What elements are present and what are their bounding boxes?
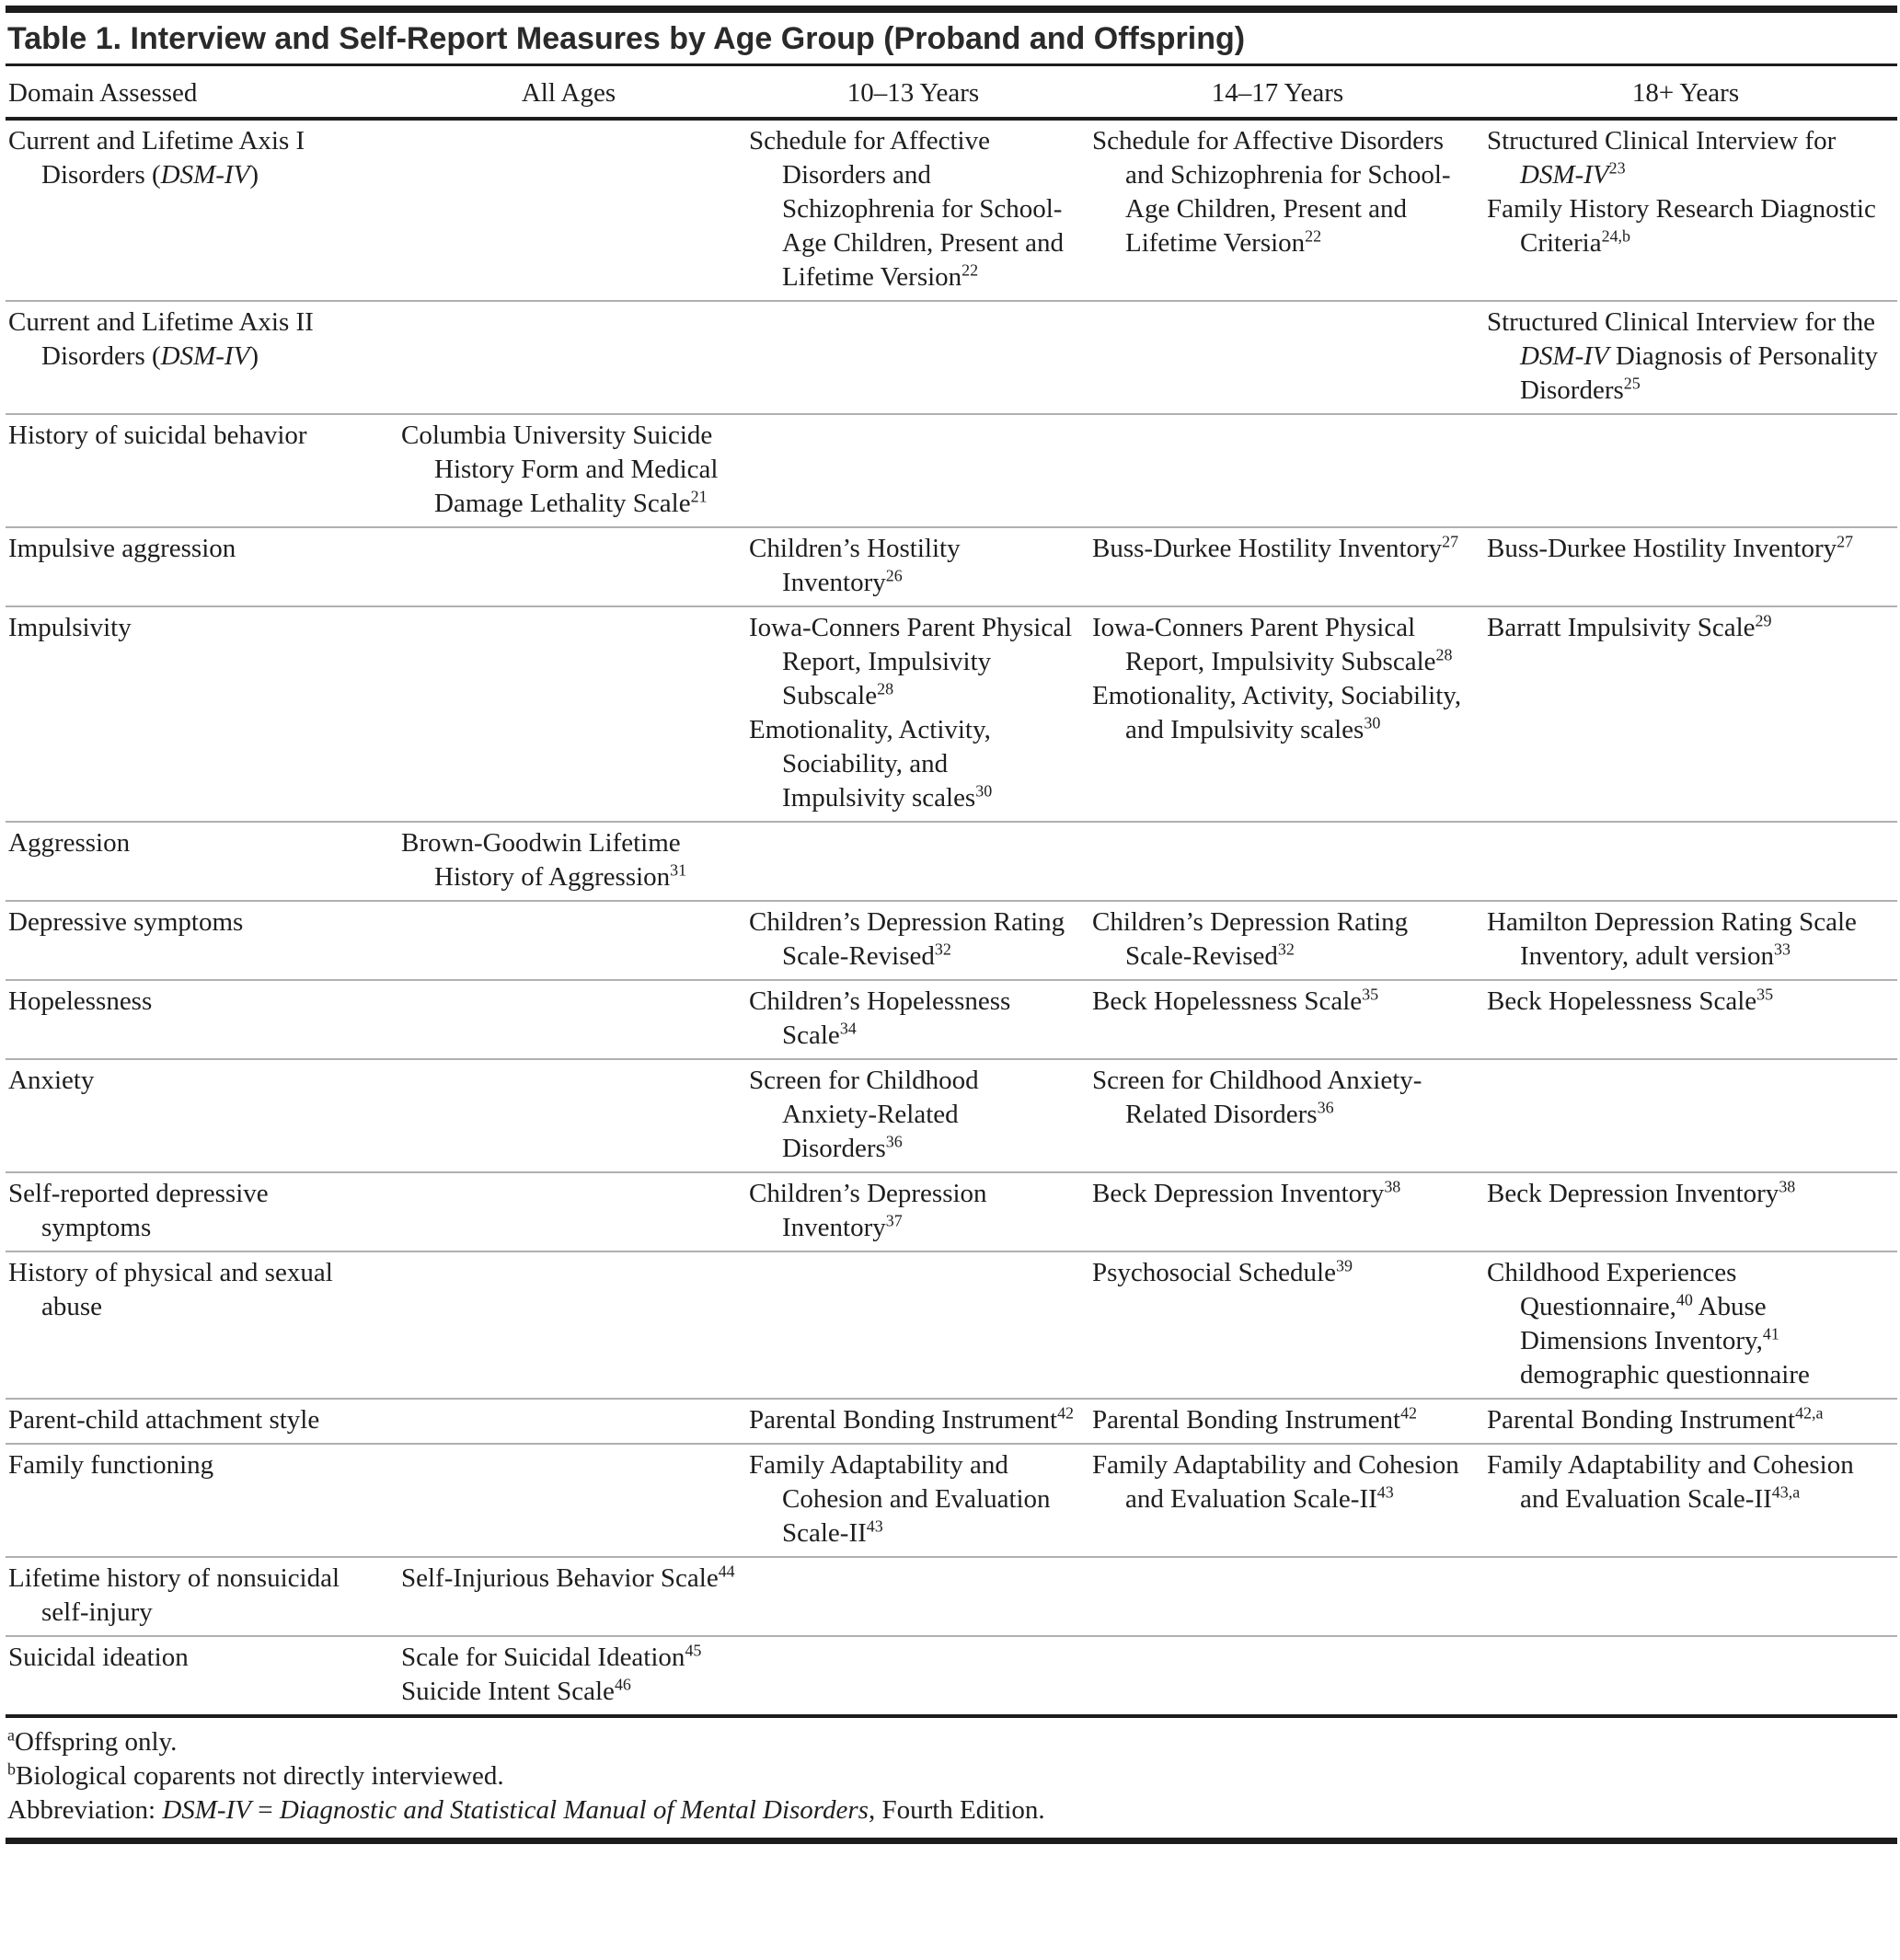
domain-cell (6, 1448, 401, 1551)
measure-entry: Emotionality, Activity, Sociability, and Impulsivity scales$^{30}$ (749, 715, 993, 813)
measure-entry: Childhood Experiences Questionnaire,$^{40}$ Abuse Dimensions Inventory,$^{41}$ demographic questionnaire (1487, 1258, 1810, 1389)
table-row (6, 1400, 1897, 1445)
measure-entry: Schedule for Affective Disorders and Schizophrenia for School-Age Children, Present and Lifetime Version$^{22}$ (1092, 126, 1451, 258)
domain-label: Suicidal ideation (8, 1643, 189, 1672)
table-row (6, 981, 1897, 1060)
domain-cell (6, 419, 401, 521)
measure-cell-age_18_plus (1487, 532, 1892, 600)
domain-label: Anxiety (8, 1066, 95, 1095)
measure-cell-age_18_plus (1487, 985, 1892, 1053)
table-row (6, 1445, 1897, 1558)
measure-cell-all_ages (401, 985, 749, 1053)
measure-cell-age_10_13 (749, 611, 1092, 815)
measure-entry: Schedule for Affective Disorders and Schizophrenia for School-Age Children, Present and Lifetime Version$^{22}$ (749, 126, 1065, 292)
measure-cell-age_10_13 (749, 1403, 1092, 1437)
column-header-10-13: 10–13 Years (846, 78, 980, 108)
measure-cell-all_ages (401, 1177, 749, 1245)
measure-cell-age_14_17 (1092, 1403, 1487, 1437)
measure-cell-all_ages (401, 905, 749, 974)
measure-cell-age_18_plus (1487, 124, 1892, 294)
measure-entry: Structured Clinical Interview for the DSM-IV Diagnosis of Personality Disorders$^{25}$ (1487, 307, 1879, 405)
measure-entry: Structured Clinical Interview for DSM-IV$^{23}$ (1487, 126, 1837, 190)
measure-cell-age_10_13 (749, 124, 1092, 294)
footnotes (6, 1718, 1897, 1836)
measure-entry: Parental Bonding Instrument$^{42}$ (749, 1403, 1075, 1435)
measure-entry: Emotionality, Activity, Sociability, and Impulsivity scales$^{30}$ (1092, 681, 1462, 744)
domain-label: Current and Lifetime Axis I Disorders (DSM-IV) (8, 126, 305, 190)
measure-entry: Iowa-Conners Parent Physical Report, Impulsivity Subscale$^{28}$ (749, 613, 1073, 710)
column-header-domain: Domain Assessed (8, 78, 198, 108)
measure-cell-age_14_17 (1092, 1064, 1487, 1166)
measure-cell-age_10_13 (749, 1256, 1092, 1392)
measure-cell-all_ages (401, 124, 749, 294)
domain-label: Family functioning (8, 1450, 214, 1480)
footnote: $^b$Biological coparents not directly interviewed. (7, 1759, 504, 1791)
domain-label: Self-reported depressive symptoms (8, 1179, 269, 1242)
measure-cell-age_18_plus (1487, 1256, 1892, 1392)
table-row (6, 823, 1897, 902)
measure-cell-age_14_17 (1092, 1177, 1487, 1245)
table-row (6, 415, 1897, 528)
domain-label: Lifetime history of nonsuicidal self-injury (8, 1563, 340, 1627)
measure-cell-all_ages (401, 306, 749, 408)
measure-entry: Children’s Depression Rating Scale-Revised$^{32}$ (749, 907, 1065, 971)
measure-cell-all_ages (401, 1448, 749, 1551)
footnote: Abbreviation: DSM-IV = Diagnostic and Statistical Manual of Mental Disorders, Fourth Edition. (7, 1795, 1045, 1825)
top-rule (6, 6, 1897, 13)
measure-entry: Brown-Goodwin Lifetime History of Aggression$^{31}$ (401, 828, 687, 892)
measure-cell-age_18_plus (1487, 1177, 1892, 1245)
measure-entry: Parental Bonding Instrument$^{42}$ (1092, 1403, 1418, 1435)
measure-entry: Parental Bonding Instrument$^{42,a}$ (1487, 1403, 1824, 1435)
domain-cell (6, 826, 401, 894)
measure-cell-all_ages (401, 1562, 749, 1630)
measure-cell-age_10_13 (749, 306, 1092, 408)
table-row (6, 121, 1897, 302)
measure-cell-age_18_plus (1487, 611, 1892, 815)
measure-entry: Beck Depression Inventory$^{38}$ (1487, 1177, 1796, 1208)
measure-cell-age_14_17 (1092, 532, 1487, 600)
domain-cell (6, 1403, 401, 1437)
domain-cell (6, 611, 401, 815)
measure-entry: Beck Hopelessness Scale$^{35}$ (1487, 985, 1774, 1016)
measure-entry: Barratt Impulsivity Scale$^{29}$ (1487, 611, 1772, 642)
measure-entry: Beck Depression Inventory$^{38}$ (1092, 1177, 1401, 1208)
measure-cell-age_18_plus (1487, 905, 1892, 974)
measure-entry: Children’s Depression Inventory$^{37}$ (749, 1179, 987, 1242)
measure-entry: Self-Injurious Behavior Scale$^{44}$ (401, 1562, 735, 1593)
domain-cell (6, 1562, 401, 1630)
measure-cell-age_18_plus (1487, 826, 1892, 894)
measure-cell-age_14_17 (1092, 1448, 1487, 1551)
measure-entry: Hamilton Depression Rating Scale Inventory, adult version$^{33}$ (1487, 907, 1857, 971)
measure-cell-age_18_plus (1487, 1562, 1892, 1630)
measure-cell-all_ages (401, 1641, 749, 1709)
table-body (6, 121, 1897, 1718)
domain-cell (6, 985, 401, 1053)
measure-cell-age_10_13 (749, 1064, 1092, 1166)
measure-cell-age_10_13 (749, 1641, 1092, 1709)
measure-entry: Psychosocial Schedule$^{39}$ (1092, 1256, 1353, 1287)
table-row (6, 1060, 1897, 1173)
footnote: $^a$Offspring only. (7, 1725, 178, 1757)
measure-cell-age_10_13 (749, 905, 1092, 974)
table-row (6, 1252, 1897, 1400)
table-row (6, 1558, 1897, 1637)
measure-cell-age_10_13 (749, 985, 1092, 1053)
domain-label: Current and Lifetime Axis II Disorders (DSM-IV) (8, 307, 314, 371)
domain-cell (6, 1256, 401, 1392)
measure-entry: Columbia University Suicide History Form and Medical Damage Lethality Scale$^{21}$ (401, 421, 719, 518)
table-row (6, 302, 1897, 415)
measure-entry: Scale for Suicidal Ideation$^{45}$ (401, 1641, 702, 1672)
domain-cell (6, 1177, 401, 1245)
domain-label: Aggression (8, 828, 131, 858)
measure-entry: Iowa-Conners Parent Physical Report, Impulsivity Subscale$^{28}$ (1092, 613, 1453, 676)
domain-label: Parent-child attachment style (8, 1405, 320, 1435)
measure-cell-age_14_17 (1092, 124, 1487, 294)
measure-cell-age_18_plus (1487, 1064, 1892, 1166)
measure-cell-all_ages (401, 1256, 749, 1392)
table-title: Table 1. Interview and Self-Report Measures by Age Group (Proband and Offspring) (6, 13, 1897, 66)
measure-cell-age_10_13 (749, 826, 1092, 894)
measure-cell-all_ages (401, 419, 749, 521)
measure-entry: Children’s Depression Rating Scale-Revised$^{32}$ (1092, 907, 1409, 971)
measure-cell-age_14_17 (1092, 611, 1487, 815)
domain-label: Impulsive aggression (8, 534, 236, 563)
measure-cell-age_18_plus (1487, 1448, 1892, 1551)
measure-entry: Family Adaptability and Cohesion and Evaluation Scale-II$^{43}$ (749, 1450, 1051, 1548)
measure-cell-all_ages (401, 532, 749, 600)
measure-cell-age_14_17 (1092, 419, 1487, 521)
domain-cell (6, 905, 401, 974)
measure-cell-age_18_plus (1487, 1641, 1892, 1709)
measure-entry: Children’s Hostility Inventory$^{26}$ (749, 534, 961, 597)
domain-cell (6, 306, 401, 408)
measure-cell-age_14_17 (1092, 826, 1487, 894)
measure-cell-all_ages (401, 611, 749, 815)
measure-cell-age_10_13 (749, 532, 1092, 600)
table-row (6, 607, 1897, 823)
table-row (6, 1173, 1897, 1252)
domain-label: History of suicidal behavior (8, 421, 307, 450)
column-header-18-plus: 18+ Years (1631, 78, 1740, 108)
column-header-row (6, 66, 1897, 121)
measure-cell-all_ages (401, 826, 749, 894)
measure-entry: Family Adaptability and Cohesion and Evaluation Scale-II$^{43}$ (1092, 1450, 1459, 1514)
domain-cell (6, 1641, 401, 1709)
measure-cell-age_10_13 (749, 419, 1092, 521)
domain-cell (6, 1064, 401, 1166)
measure-entry: Buss-Durkee Hostility Inventory$^{27}$ (1092, 532, 1459, 563)
column-header-14-17: 14–17 Years (1211, 78, 1344, 108)
domain-cell (6, 532, 401, 600)
measure-cell-age_18_plus (1487, 306, 1892, 408)
column-header-all-ages: All Ages (521, 78, 616, 108)
table-row (6, 1637, 1897, 1718)
measure-cell-age_14_17 (1092, 985, 1487, 1053)
domain-label: Hopelessness (8, 986, 153, 1016)
measure-entry: Family History Research Diagnostic Criteria$^{24,b}$ (1487, 194, 1876, 258)
table-row (6, 528, 1897, 607)
domain-label: History of physical and sexual abuse (8, 1258, 333, 1321)
measure-cell-age_14_17 (1092, 905, 1487, 974)
measure-cell-age_14_17 (1092, 306, 1487, 408)
measure-entry: Family Adaptability and Cohesion and Evaluation Scale-II$^{43,a}$ (1487, 1450, 1854, 1514)
measure-entry: Beck Hopelessness Scale$^{35}$ (1092, 985, 1379, 1016)
measure-entry: Screen for Childhood Anxiety-Related Disorders$^{36}$ (749, 1066, 979, 1163)
measure-entry: Screen for Childhood Anxiety-Related Disorders$^{36}$ (1092, 1066, 1422, 1129)
measure-cell-all_ages (401, 1403, 749, 1437)
measure-cell-age_14_17 (1092, 1256, 1487, 1392)
measure-cell-age_10_13 (749, 1177, 1092, 1245)
bottom-rule (6, 1838, 1897, 1844)
measure-entry: Children’s Hopelessness Scale$^{34}$ (749, 986, 1011, 1050)
table-row (6, 902, 1897, 981)
domain-label: Depressive symptoms (8, 907, 244, 937)
domain-cell (6, 124, 401, 294)
measure-cell-age_14_17 (1092, 1562, 1487, 1630)
measure-cell-age_18_plus (1487, 419, 1892, 521)
measure-cell-age_10_13 (749, 1448, 1092, 1551)
measure-entry: Buss-Durkee Hostility Inventory$^{27}$ (1487, 532, 1854, 563)
measure-cell-all_ages (401, 1064, 749, 1166)
measure-cell-age_18_plus (1487, 1403, 1892, 1437)
measure-cell-age_14_17 (1092, 1641, 1487, 1709)
measure-entry: Suicide Intent Scale$^{46}$ (401, 1675, 631, 1706)
measure-cell-age_10_13 (749, 1562, 1092, 1630)
domain-label: Impulsivity (8, 613, 132, 642)
